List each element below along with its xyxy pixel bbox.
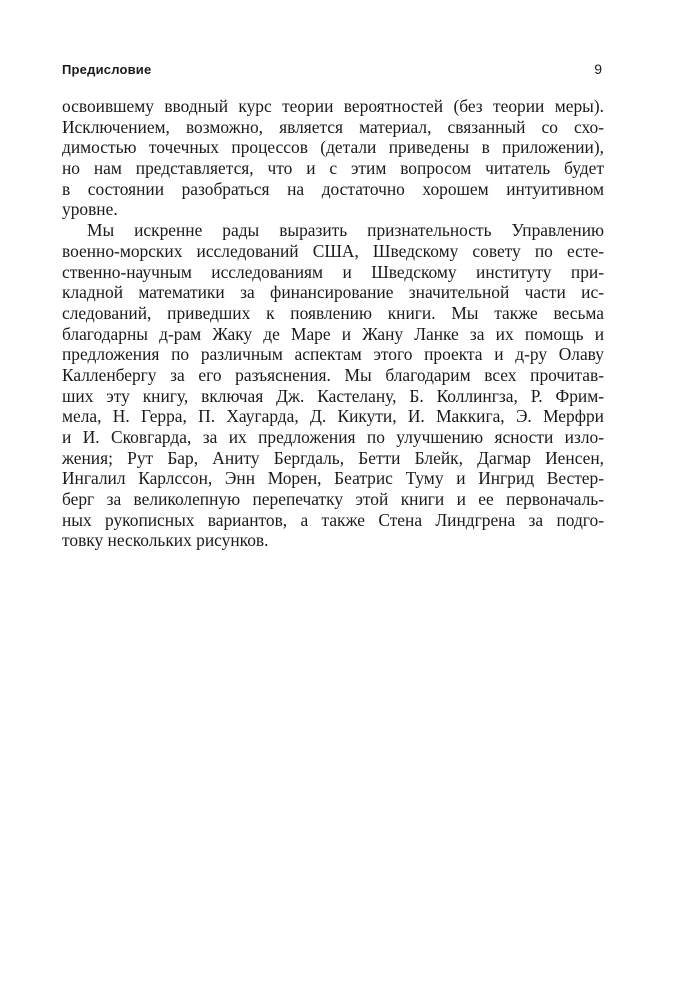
body-text bbox=[62, 96, 604, 551]
paragraph-2 bbox=[62, 220, 604, 551]
text-line: мела, Н. Герра, П. Хаугарда, Д. Кикути, И. Маккига, Э. Мерфри bbox=[62, 406, 604, 427]
text-line: Калленбергу за его разъяснения. Мы благодарим всех прочитав- bbox=[62, 364, 604, 385]
running-head bbox=[62, 62, 602, 82]
text-line: и И. Сковгарда, за их предложения по улучшению ясности изло- bbox=[62, 427, 604, 447]
text-line: Мы искренне рады выразить признательность Управлению bbox=[87, 220, 604, 241]
text-line: освоившему вводный курс теории вероятностей (без теории меры). bbox=[62, 96, 604, 116]
text-line: но нам представляется, что и с этим вопросом читатель будет bbox=[62, 158, 604, 179]
text-line: кладной математики за финансирование значительной части ис- bbox=[62, 282, 604, 303]
text-line: Ингалил Карлссон, Энн Морен, Беатрис Туму и Ингрид Вестер- bbox=[62, 468, 604, 489]
text-line: димостью точечных процессов (детали приведены в приложении), bbox=[62, 137, 604, 158]
text-line: уровне. bbox=[62, 199, 118, 220]
text-line: благодарны д-рам Жаку де Маре и Жану Ланке за их помощь и bbox=[62, 323, 604, 344]
text-line: Исключением, возможно, является материал, связанный со схо- bbox=[62, 116, 604, 137]
text-line: предложения по различным аспектам этого проекта и д-ру Олаву bbox=[62, 344, 604, 365]
text-line: в состоянии разобраться на достаточно хорошем интуитивном bbox=[62, 178, 604, 199]
text-line: следований, приведших к появлению книги. Мы также весьма bbox=[62, 302, 604, 323]
text-line: берг за великолепную перепечатку этой книги и ее первоначаль- bbox=[62, 489, 604, 510]
text-line: ственно-научным исследованиям и Шведскому институту при- bbox=[62, 261, 604, 282]
text-line: жения; Рут Бар, Аниту Бергдаль, Бетти Блейк, Дагмар Иенсен, bbox=[62, 447, 604, 468]
running-title: Предисловие bbox=[62, 62, 152, 77]
text-line: ных рукописных вариантов, а также Стена Линдгрена за подго- bbox=[62, 509, 604, 530]
page-number: 9 bbox=[594, 61, 602, 77]
text-line: ших эту книгу, включая Дж. Кастелану, Б. Коллингза, Р. Фрим- bbox=[62, 385, 604, 406]
paragraph-1 bbox=[62, 96, 604, 220]
text-line: военно-морских исследований США, Шведскому совету по есте- bbox=[62, 240, 604, 261]
text-line: товку нескольких рисунков. bbox=[62, 530, 269, 551]
